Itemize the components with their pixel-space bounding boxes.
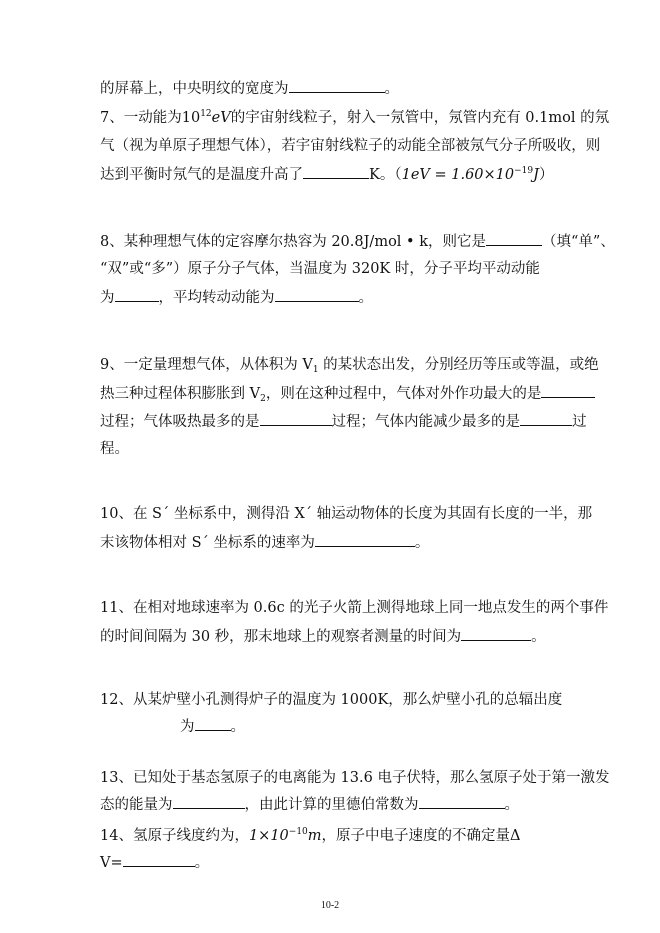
q7-line-2: 气（视为单原子理想气体），若宇宙射线粒子的动能全部被氖气分子所吸收，则	[100, 138, 601, 154]
answer-blank-atomicity[interactable]	[486, 231, 542, 246]
continuation-end: 。	[384, 81, 399, 97]
q12-line-2: 为 。	[180, 716, 245, 737]
continuation-line	[100, 78, 399, 99]
q13-line-2: 态的能量为 ，由此计算的里德伯常数为 。	[100, 794, 519, 815]
q8-line-3: 为 ，平均转动动能为 。	[100, 287, 373, 308]
q13-line-1: 13、已知处于基态氢原子的电离能为 13.6 电子伏特，那么氢原子处于第一激发	[100, 770, 610, 786]
q14-text-a: 14、氢原子线度约为，	[100, 828, 249, 844]
answer-blank-center-fringe[interactable]	[289, 78, 385, 93]
q7-line-3: 达到平衡时氖气的是温度升高了 K。$(1eV = 1.60\times 10^{-19}J)$	[100, 166, 554, 183]
q9-line-4: 程。	[100, 441, 129, 457]
answer-blank-rotational-energy[interactable]	[275, 287, 359, 302]
answer-blank-temperature[interactable]	[303, 164, 369, 179]
q11-line-1: 11、在相对地球速率为 0.6c 的光子火箭上测得地球上同一地点发生的两个事件	[100, 600, 609, 616]
answer-blank-max-work[interactable]	[541, 383, 595, 398]
q8-line-2: “双”或“多”）原子分子气体，当温度为 320K 时，分子平均平动动能	[100, 261, 540, 277]
q14-line-1	[100, 826, 521, 846]
q9-line-3: 过程；气体吸热最多的是 过程；气体内能减少最多的是 过	[100, 411, 587, 432]
answer-blank-excited-energy[interactable]	[173, 794, 245, 809]
q11-line-2: 的时间间隔为 30 秒，那末地球上的观察者测量的时间为 。	[100, 626, 546, 647]
q14-text-b: ，原子中电子速度的不确定量Δ	[321, 828, 521, 844]
q14-line-2	[100, 852, 209, 873]
q14-end: 。	[194, 855, 210, 871]
q9-line-2: 热三种过程体积膨胀到 $V_2$，则在这种过程中，气体对外作功最大的是	[100, 383, 595, 404]
answer-blank-rydberg[interactable]	[419, 794, 505, 809]
answer-blank-max-heat[interactable]	[260, 411, 332, 426]
q10-line-1: 10、在 S´ 坐标系中，测得沿 X´ 轴运动物体的长度为其固有长度的一半，那	[100, 506, 593, 522]
q14-formula: 1×10	[248, 828, 289, 844]
q12-line-1: 12、从某炉壁小孔测得炉子的温度为 1000K，那么炉壁小孔的总辐出度	[100, 692, 563, 708]
q8-line-1: 8、某种理想气体的定容摩尔热容为 20.8J/mol • k，则它是 （填“单”、	[100, 231, 615, 252]
answer-blank-velocity[interactable]	[315, 532, 415, 547]
q14-v-label: V=	[100, 855, 123, 871]
q14-exponent: −10	[288, 827, 308, 837]
q9-line-1: 9、一定量理想气体，从体积为 $V_1$ 的某状态出发，分别经历等压或等温，或绝	[100, 357, 599, 375]
q7-line-1: 7、一动能为$10^{12}eV$的宇宙射线粒子，射入一氖管中，氖管内充有 0.1mol 的氖	[100, 109, 610, 126]
q14-unit: m	[307, 828, 322, 844]
q10-line-2: 末该物体相对 S´ 坐标系的速率为 。	[100, 532, 429, 553]
answer-blank-radiant-exitance[interactable]	[195, 716, 231, 731]
answer-blank-velocity-uncertainty[interactable]	[123, 852, 195, 867]
page-number: 10-2	[320, 900, 340, 911]
answer-blank-translational-energy[interactable]	[115, 287, 159, 302]
answer-blank-max-energy-decrease[interactable]	[520, 411, 572, 426]
continuation-text: 的屏幕上，中央明纹的宽度为	[100, 81, 289, 97]
answer-blank-earth-time[interactable]	[461, 626, 531, 641]
